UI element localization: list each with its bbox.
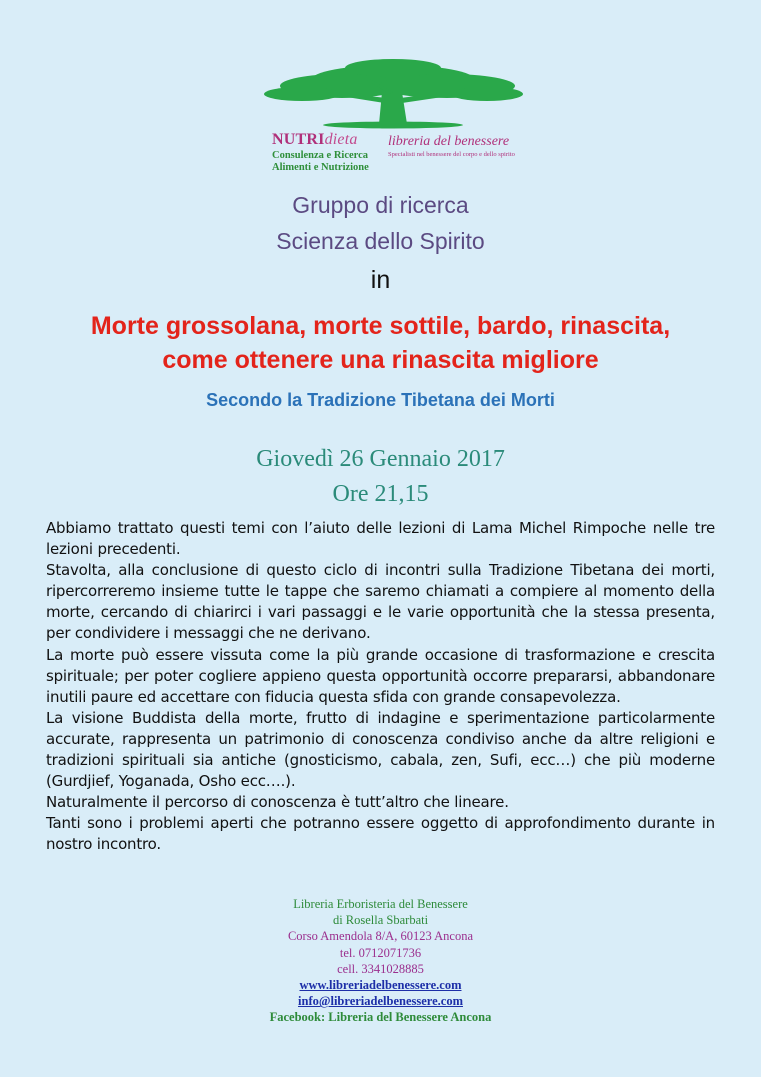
paragraph: La morte può essere vissuta come la più grande occasione di trasformazione e crescita spirituale; per poter cogliere appieno questa opportunità occorre prepararsi, abbandonare inutili paure ed accettare con fiducia questa sfida con grande consapevolezza. <box>46 645 715 706</box>
contact-footer <box>0 896 761 1026</box>
paragraph: Abbiamo trattato questi temi con l’aiuto delle lezioni di Lama Michel Rimpoche nelle tre lezioni precedenti. <box>46 519 715 559</box>
shop-cell: cell. 3341028885 <box>337 961 424 976</box>
event-date: Giovedì 26 Gennaio 2017 <box>256 446 505 472</box>
event-description <box>46 518 715 856</box>
website-link[interactable]: www.libreriadelbenessere.com <box>299 978 462 993</box>
event-time: Ore 21,15 <box>332 481 429 507</box>
facebook-page: Facebook: Libreria del Benessere Ancona <box>269 1010 492 1025</box>
nutridieta-wordmark: NUTRIdieta <box>272 131 358 148</box>
nutridieta-logo <box>272 131 382 173</box>
paragraph: Tanti sono i problemi aperti che potranno essere oggetto di approfondimento durante in nostro incontro. <box>46 814 715 854</box>
event-title-line-2: come ottenere una rinascita migliore <box>162 346 599 374</box>
group-line-2: Scienza dello Spirito <box>276 228 485 254</box>
paragraph: La visione Buddista della morte, frutto di indagine e sperimentazione particolarmente accurate, rappresenta un patrimonio di conoscenza condiviso anche da altre religioni e tradizioni spirituali sia antiche (gnosticismo, cabala, zen, Sufi, ecc…) che più moderne (Gurdjief, Yoganada, Osho ecc….). <box>46 708 715 791</box>
paragraph: Stavolta, alla conclusione di questo ciclo di incontri sulla Tradizione Tibetana dei morti, ripercorreremo insieme tutte le tappe che saremo chiamati a compiere al momento della morte, cercando di chiarirci i vari passaggi e le varie opportunità che la stessa presenta, per condividere i messaggi che ne derivano. <box>46 561 715 643</box>
in-word: in <box>370 266 391 294</box>
libreria-tagline: Specialisti nel benessere del corpo e dello spirito <box>388 151 515 158</box>
libreria-wordmark: libreria del benessere <box>388 134 510 149</box>
event-subtitle: Secondo la Tradizione Tibetana dei Morti <box>206 390 555 410</box>
group-line-1: Gruppo di ricerca <box>292 192 469 218</box>
tree-icon <box>262 58 524 130</box>
nutridieta-tagline-2: Alimenti e Nutrizione <box>272 162 369 173</box>
email-link[interactable]: info@libreriadelbenessere.com <box>298 994 463 1009</box>
nutridieta-tagline-1: Consulenza e Ricerca <box>272 150 369 161</box>
shop-owner: di Rosella Sbarbati <box>332 913 429 928</box>
libreria-logo <box>388 134 528 158</box>
paragraph: Naturalmente il percorso di conoscenza è tutt’altro che lineare. <box>46 793 509 812</box>
shop-address: Corso Amendola 8/A, 60123 Ancona <box>287 929 474 944</box>
shop-name: Libreria Erboristeria del Benessere <box>293 897 468 911</box>
shop-phone: tel. 0712071736 <box>339 945 422 960</box>
event-title-line-1: Morte grossolana, morte sottile, bardo, rinascita, <box>90 312 671 340</box>
